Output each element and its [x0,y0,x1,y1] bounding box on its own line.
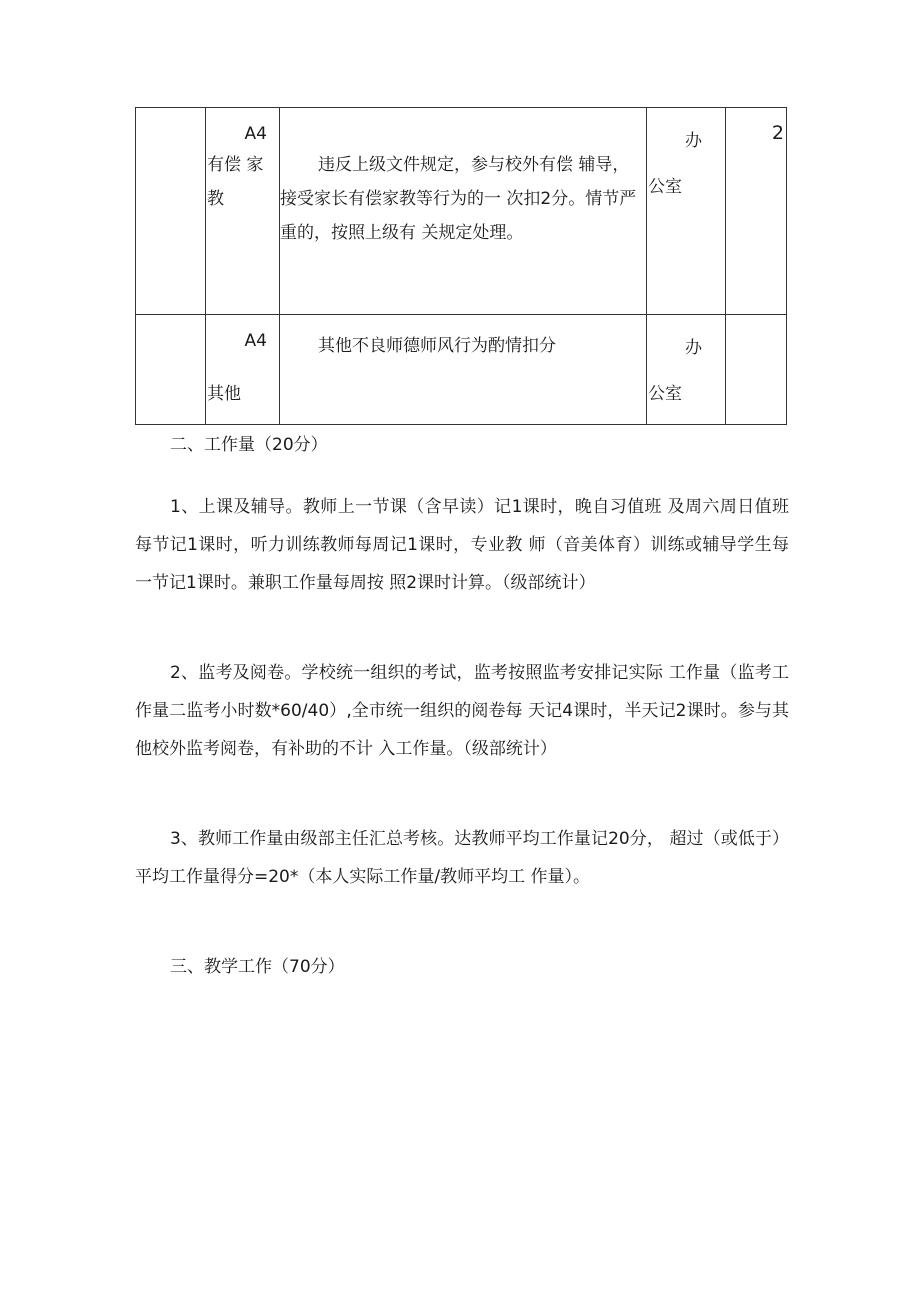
description-cell [280,315,647,425]
item-description: 其他不良师德师风行为酌情扣分 [318,336,556,356]
item-code: A4 [244,331,267,351]
score-cell [726,315,787,425]
item-score: 2 [771,122,784,144]
department-cell [647,315,726,425]
department-line: 公室 [648,384,682,404]
department-cell [647,108,726,315]
category-cell [136,315,206,425]
item-score [726,315,786,329]
department-line: 办 [685,338,702,358]
item-cell [206,315,280,425]
table-row [136,315,787,425]
department-name [647,315,725,417]
workload-paragraph: 1、上课及辅导。教师上一节课（含早读）记1课时，晚自习值班 及周六周日值班每节记1课时，听力训练教师每周记1课时，专业教 师（音美体育）训练或辅导学生每一节记1课时。兼职工作量每周按 照2课时计算。（级部统计） [135,497,789,593]
item-name-line: 有偿 家 [207,155,264,175]
section-heading-workload: 二、工作量（20分） [170,435,328,455]
department-name [647,108,725,210]
workload-paragraph: 2、监考及阅卷。学校统一组织的考试，监考按照监考安排记实际 工作量（监考工作量二监考小时数*60/40）,全市统一组织的阅卷每 天记4课时，半天记2课时。参与其他校外监考阅卷，有补助的不计 入工作量。（级部统计） [135,663,789,759]
item-name [206,148,279,216]
category-cell [136,108,206,315]
item-name [206,377,279,411]
item-description: 违反上级文件规定，参与校外有偿 辅导，接受家长有偿家教等行为的一 次扣2分。情节严重的，按照上级有 关规定处理。 [280,155,637,243]
item-name-line: 教 [207,189,224,209]
description-cell [280,108,647,315]
table-row [136,108,787,315]
score-cell [726,108,787,315]
item-name-line: 其他 [207,384,241,404]
department-line: 公室 [648,177,682,197]
workload-paragraph: 3、教师工作量由级部主任汇总考核。达教师平均工作量记20分， 超过（或低于）平均工作量得分=20*（本人实际工作量/教师平均工 作量）。 [135,829,789,887]
item-cell [206,108,280,315]
item-code: A4 [244,124,267,144]
department-line: 办 [685,131,702,151]
section-heading-teaching: 三、教学工作（70分） [170,957,345,977]
rules-table [135,107,787,425]
